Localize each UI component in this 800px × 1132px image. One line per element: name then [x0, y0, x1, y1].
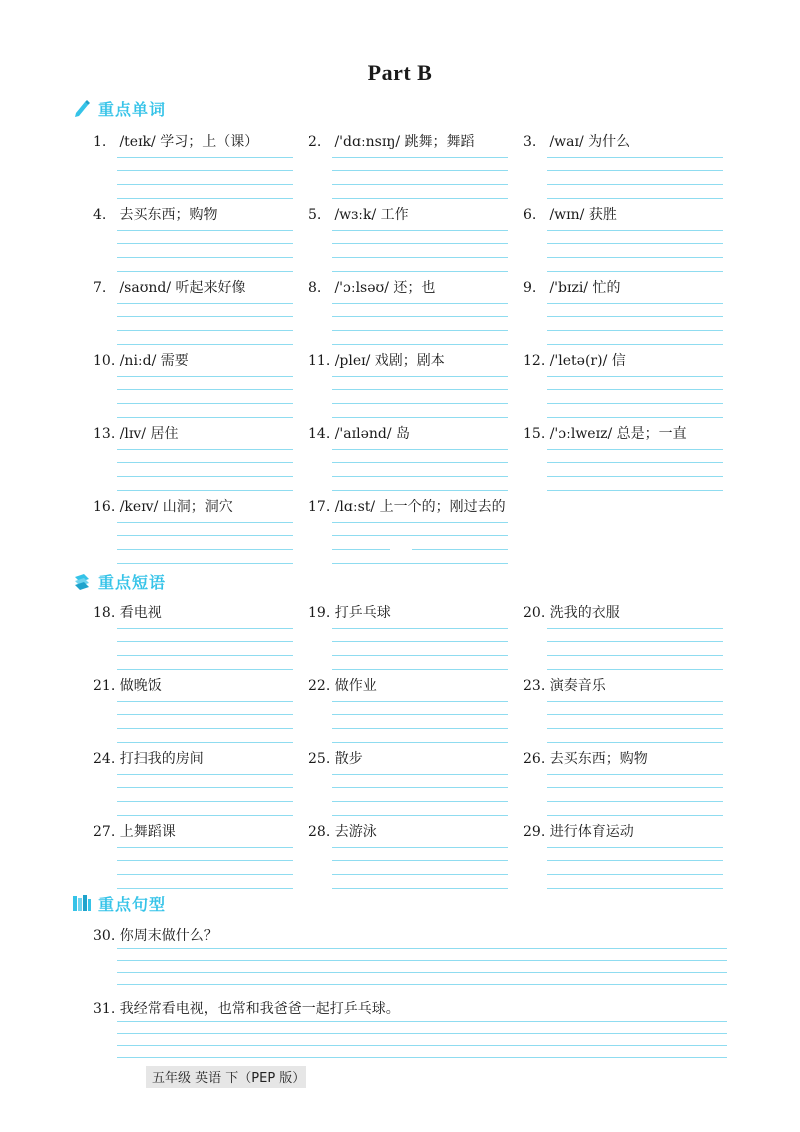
item-text: /'bɪzi/ 忙的: [549, 280, 621, 296]
item-text: 去买东西；购物: [549, 751, 648, 767]
item-prompt: [523, 132, 630, 152]
footer-label: 五年级 英语 下（PEP 版）: [152, 1071, 306, 1086]
item-prompt: [93, 676, 162, 696]
answer-line[interactable]: [332, 198, 508, 199]
item-prompt: [93, 278, 246, 298]
answer-line[interactable]: [117, 157, 293, 158]
answer-line[interactable]: [117, 330, 293, 331]
answer-line[interactable]: [547, 641, 723, 642]
item-prompt: [523, 749, 648, 769]
answer-line[interactable]: [547, 847, 723, 848]
item-text: /'letə(r)/ 信: [549, 353, 626, 369]
answer-line[interactable]: [117, 1021, 727, 1022]
item-text: 看电视: [119, 605, 162, 621]
item-number: 19.: [308, 605, 331, 621]
item-number: 14.: [308, 426, 331, 442]
answer-line[interactable]: [332, 303, 508, 304]
item-text: /wɜːk/ 工作: [334, 207, 409, 223]
answer-line[interactable]: [547, 417, 723, 418]
item-prompt: [93, 351, 189, 371]
item-number: 12.: [523, 353, 546, 369]
answer-line[interactable]: [547, 490, 723, 491]
item-prompt: [308, 603, 391, 623]
answer-line[interactable]: [332, 628, 508, 629]
item-prompt: [523, 205, 617, 225]
answer-line[interactable]: [332, 641, 508, 642]
item-text: 洗我的衣服: [549, 605, 620, 621]
item-number: 27.: [93, 824, 116, 840]
item-text: /waɪ/ 为什么: [549, 134, 631, 150]
item-text: /teɪk/ 学习；上（课）: [119, 134, 259, 150]
answer-line[interactable]: [332, 742, 508, 743]
item-prompt: [523, 351, 626, 371]
item-text: 打乒乓球: [334, 605, 391, 621]
answer-line[interactable]: [547, 476, 723, 477]
answer-line[interactable]: [332, 271, 508, 272]
item-number: 1.: [93, 134, 107, 150]
answer-line[interactable]: [547, 462, 723, 463]
answer-line[interactable]: [117, 972, 727, 973]
answer-line[interactable]: [332, 669, 508, 670]
section-title: 重点句型: [98, 894, 167, 914]
item-text: /pleɪ/ 戏剧；剧本: [334, 353, 445, 369]
answer-line[interactable]: [117, 389, 293, 390]
item-text: 散步: [334, 751, 363, 767]
item-text: 打扫我的房间: [119, 751, 204, 767]
answer-line[interactable]: [412, 549, 508, 550]
answer-line[interactable]: [332, 714, 508, 715]
answer-line[interactable]: [547, 271, 723, 272]
answer-line[interactable]: [117, 728, 293, 729]
item-prompt: [93, 999, 400, 1019]
item-number: 2.: [308, 134, 322, 150]
answer-line[interactable]: [332, 860, 508, 861]
item-text: 演奏音乐: [549, 678, 606, 694]
answer-line[interactable]: [547, 742, 723, 743]
item-prompt: [523, 822, 634, 842]
item-number: 29.: [523, 824, 546, 840]
answer-line[interactable]: [332, 888, 508, 889]
answer-line[interactable]: [332, 243, 508, 244]
answer-line[interactable]: [332, 417, 508, 418]
answer-line[interactable]: [547, 389, 723, 390]
answer-line[interactable]: [117, 344, 293, 345]
notebook-icon: [72, 571, 92, 591]
item-number: 16.: [93, 499, 116, 515]
item-prompt: [523, 603, 620, 623]
item-prompt: [308, 278, 435, 298]
answer-line[interactable]: [332, 230, 508, 231]
answer-line[interactable]: [547, 257, 723, 258]
item-text: 上舞蹈课: [119, 824, 176, 840]
answer-line[interactable]: [332, 344, 508, 345]
answer-line[interactable]: [547, 303, 723, 304]
item-text: /'dɑːnsɪŋ/ 跳舞；舞蹈: [334, 134, 475, 150]
answer-line[interactable]: [117, 948, 727, 949]
answer-line[interactable]: [117, 874, 293, 875]
answer-line[interactable]: [117, 628, 293, 629]
answer-line[interactable]: [332, 847, 508, 848]
answer-line[interactable]: [117, 271, 293, 272]
section-title: 重点单词: [98, 99, 167, 119]
answer-line[interactable]: [117, 701, 293, 702]
page-title: Part B: [367, 60, 433, 85]
answer-line[interactable]: [332, 476, 508, 477]
answer-line[interactable]: [547, 669, 723, 670]
answer-line[interactable]: [332, 801, 508, 802]
item-number: 3.: [523, 134, 537, 150]
item-prompt: [308, 749, 363, 769]
answer-line[interactable]: [117, 243, 293, 244]
item-number: 5.: [308, 207, 322, 223]
answer-line[interactable]: [547, 330, 723, 331]
section-header-key-sentences: [72, 891, 166, 915]
section-title: 重点短语: [98, 572, 167, 592]
item-number: 9.: [523, 280, 537, 296]
answer-line[interactable]: [117, 535, 293, 536]
item-text: /wɪn/ 获胜: [549, 207, 617, 223]
answer-line[interactable]: [117, 303, 293, 304]
answer-line[interactable]: [117, 774, 293, 775]
books-icon: [72, 893, 92, 913]
answer-line[interactable]: [547, 376, 723, 377]
answer-line[interactable]: [117, 563, 293, 564]
item-number: 7.: [93, 280, 107, 296]
item-prompt: [308, 424, 410, 444]
item-prompt: [93, 749, 204, 769]
answer-line[interactable]: [547, 888, 723, 889]
answer-line[interactable]: [547, 198, 723, 199]
answer-line[interactable]: [117, 655, 293, 656]
item-number: 21.: [93, 678, 116, 694]
answer-line[interactable]: [117, 376, 293, 377]
item-prompt: [308, 676, 377, 696]
item-number: 8.: [308, 280, 322, 296]
item-text: /lɑːst/ 上一个的；刚过去的: [334, 499, 506, 515]
item-prompt: [93, 497, 233, 517]
answer-line[interactable]: [547, 815, 723, 816]
item-number: 31.: [93, 1001, 116, 1017]
item-prompt: [93, 205, 217, 225]
answer-line[interactable]: [332, 403, 508, 404]
item-text: 我经常看电视，也常和我爸爸一起打乒乓球。: [119, 1001, 400, 1017]
section-header-key-words: [72, 96, 166, 120]
answer-line[interactable]: [117, 742, 293, 743]
item-number: 26.: [523, 751, 546, 767]
answer-line[interactable]: [117, 490, 293, 491]
item-text: /niːd/ 需要: [119, 353, 189, 369]
item-number: 18.: [93, 605, 116, 621]
item-text: /'ɔːlsəʊ/ 还；也: [334, 280, 436, 296]
answer-line[interactable]: [547, 230, 723, 231]
answer-line[interactable]: [117, 549, 293, 550]
answer-line[interactable]: [332, 449, 508, 450]
answer-line[interactable]: [332, 787, 508, 788]
answer-line[interactable]: [332, 815, 508, 816]
answer-line[interactable]: [332, 170, 508, 171]
answer-line[interactable]: [332, 389, 508, 390]
answer-line[interactable]: [117, 257, 293, 258]
answer-line[interactable]: [547, 628, 723, 629]
answer-line[interactable]: [547, 714, 723, 715]
answer-line[interactable]: [117, 888, 293, 889]
item-number: 23.: [523, 678, 546, 694]
answer-line[interactable]: [117, 230, 293, 231]
answer-line[interactable]: [117, 984, 727, 985]
item-number: 20.: [523, 605, 546, 621]
item-number: 11.: [308, 353, 331, 369]
answer-line[interactable]: [117, 815, 293, 816]
item-prompt: [93, 926, 218, 946]
item-prompt: [308, 205, 409, 225]
answer-line[interactable]: [332, 655, 508, 656]
answer-line[interactable]: [547, 243, 723, 244]
answer-line[interactable]: [117, 714, 293, 715]
answer-line[interactable]: [332, 563, 508, 564]
answer-line[interactable]: [332, 316, 508, 317]
item-prompt: [93, 603, 162, 623]
section-header-key-phrases: [72, 569, 166, 593]
answer-line[interactable]: [117, 476, 293, 477]
answer-line[interactable]: [547, 728, 723, 729]
item-number: 24.: [93, 751, 116, 767]
answer-line[interactable]: [332, 874, 508, 875]
item-prompt: [523, 676, 606, 696]
answer-line[interactable]: [547, 170, 723, 171]
answer-line[interactable]: [117, 960, 727, 961]
item-number: 28.: [308, 824, 331, 840]
item-prompt: [523, 424, 687, 444]
answer-line[interactable]: [332, 184, 508, 185]
answer-line[interactable]: [332, 774, 508, 775]
answer-line[interactable]: [547, 655, 723, 656]
item-text: 去买东西；购物: [119, 207, 218, 223]
answer-line[interactable]: [117, 462, 293, 463]
answer-line[interactable]: [117, 170, 293, 171]
answer-line[interactable]: [117, 198, 293, 199]
item-text: 去游泳: [334, 824, 377, 840]
answer-line[interactable]: [332, 462, 508, 463]
item-number: 22.: [308, 678, 331, 694]
answer-line[interactable]: [332, 701, 508, 702]
answer-line[interactable]: [332, 490, 508, 491]
answer-line[interactable]: [117, 847, 293, 848]
item-text: /'ɔːlweɪz/ 总是；一直: [549, 426, 687, 442]
answer-line[interactable]: [332, 157, 508, 158]
answer-line[interactable]: [547, 449, 723, 450]
answer-line[interactable]: [332, 728, 508, 729]
item-number: 17.: [308, 499, 331, 515]
item-prompt: [93, 822, 176, 842]
answer-line[interactable]: [547, 774, 723, 775]
answer-line[interactable]: [117, 184, 293, 185]
item-number: 13.: [93, 426, 116, 442]
answer-line[interactable]: [547, 701, 723, 702]
item-text: 你周末做什么？: [119, 928, 218, 944]
item-prompt: [308, 822, 377, 842]
item-number: 25.: [308, 751, 331, 767]
item-text: 进行体育运动: [549, 824, 634, 840]
item-text: 做晚饭: [119, 678, 162, 694]
answer-line[interactable]: [117, 669, 293, 670]
answer-line[interactable]: [117, 522, 293, 523]
answer-line[interactable]: [117, 787, 293, 788]
item-number: 4.: [93, 207, 107, 223]
item-prompt: [308, 497, 506, 517]
item-text: /saʊnd/ 听起来好像: [119, 280, 246, 296]
answer-line[interactable]: [332, 535, 508, 536]
answer-line[interactable]: [547, 860, 723, 861]
answer-line[interactable]: [547, 787, 723, 788]
answer-line[interactable]: [332, 330, 508, 331]
item-prompt: [93, 132, 258, 152]
item-text: /'aɪlənd/ 岛: [334, 426, 411, 442]
item-number: 15.: [523, 426, 546, 442]
answer-line[interactable]: [117, 1057, 727, 1058]
item-prompt: [93, 424, 178, 444]
answer-line[interactable]: [547, 403, 723, 404]
item-prompt: [308, 132, 475, 152]
item-text: /keɪv/ 山洞；洞穴: [119, 499, 233, 515]
answer-line[interactable]: [547, 316, 723, 317]
item-text: /lɪv/ 居住: [119, 426, 179, 442]
item-number: 10.: [93, 353, 116, 369]
answer-line[interactable]: [332, 376, 508, 377]
answer-line[interactable]: [117, 316, 293, 317]
answer-line[interactable]: [117, 860, 293, 861]
answer-line[interactable]: [547, 801, 723, 802]
item-prompt: [308, 351, 445, 371]
answer-line[interactable]: [117, 449, 293, 450]
answer-line[interactable]: [332, 257, 508, 258]
item-text: 做作业: [334, 678, 377, 694]
answer-line[interactable]: [547, 184, 723, 185]
answer-line[interactable]: [117, 403, 293, 404]
answer-line[interactable]: [117, 1033, 727, 1034]
answer-line[interactable]: [117, 801, 293, 802]
answer-line[interactable]: [117, 417, 293, 418]
answer-line[interactable]: [547, 157, 723, 158]
answer-line[interactable]: [117, 641, 293, 642]
answer-line[interactable]: [117, 1045, 727, 1046]
answer-line[interactable]: [547, 344, 723, 345]
answer-line[interactable]: [332, 549, 390, 550]
item-number: 30.: [93, 928, 116, 944]
item-prompt: [523, 278, 620, 298]
pencil-icon: [72, 98, 92, 118]
answer-line[interactable]: [547, 874, 723, 875]
item-number: 6.: [523, 207, 537, 223]
answer-line[interactable]: [332, 522, 508, 523]
